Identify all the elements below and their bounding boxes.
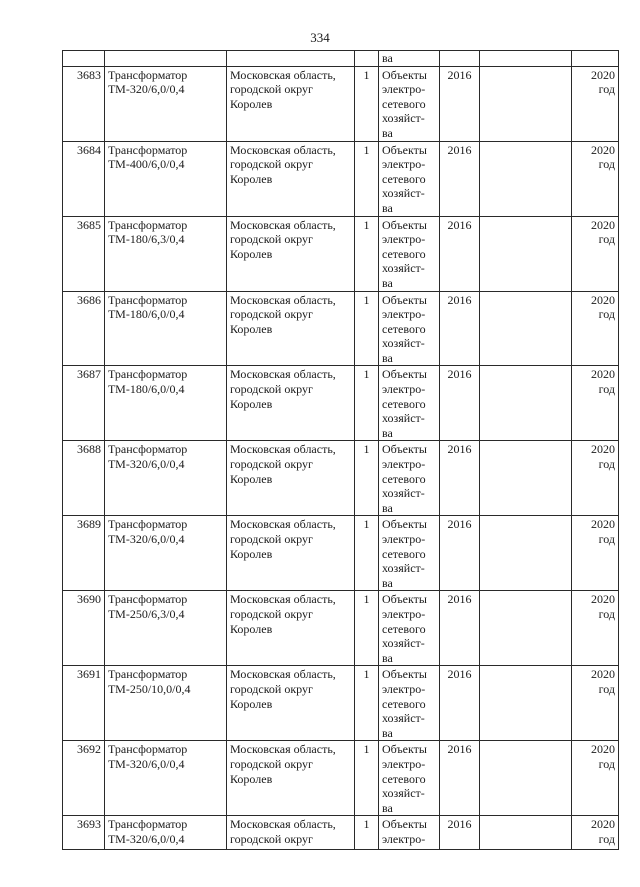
category-cell-line: хозяйст- bbox=[382, 111, 425, 126]
year-cell: 2016 bbox=[440, 66, 480, 141]
location-cell bbox=[227, 441, 355, 516]
category-cell bbox=[379, 216, 440, 291]
location-cell-line: Московская область, bbox=[230, 292, 336, 307]
deadline-cell-line: год bbox=[598, 382, 615, 397]
deadline-cell-line: 2020 bbox=[591, 742, 615, 757]
deadline-cell-line: 2020 bbox=[591, 592, 615, 607]
equipment-name-cell-line: Трансформатор bbox=[108, 742, 188, 757]
category-cell-line: ва bbox=[382, 725, 393, 740]
category-cell bbox=[379, 516, 440, 591]
location-cell-line: Московская область, bbox=[230, 817, 336, 832]
deadline-cell-line: 2020 bbox=[591, 217, 615, 232]
location-cell bbox=[227, 291, 355, 366]
category-cell-line: ва bbox=[382, 200, 393, 215]
location-cell bbox=[227, 516, 355, 591]
location-cell-line: городской округ bbox=[230, 532, 313, 546]
deadline-cell-line: год bbox=[598, 681, 615, 696]
category-cell-line: электро- bbox=[382, 382, 426, 397]
extra-cell bbox=[480, 666, 572, 741]
extra-cell bbox=[480, 591, 572, 666]
category-cell-line: Объекты bbox=[382, 142, 427, 157]
row-number-cell: 3687 bbox=[63, 366, 105, 441]
location-cell-line: Королев bbox=[230, 96, 273, 111]
year-cell: 2016 bbox=[440, 516, 480, 591]
category-cell-line: электро- bbox=[382, 606, 426, 621]
category-cell-line: электро- bbox=[382, 756, 426, 771]
category-cell bbox=[379, 591, 440, 666]
location-cell-line: Московская область, bbox=[230, 742, 336, 757]
equipment-name-cell-line: ТМ-180/6,0/0,4 bbox=[108, 307, 185, 322]
category-cell-line: сетевого bbox=[382, 396, 426, 411]
table-row bbox=[63, 216, 619, 291]
category-cell-line: электро- bbox=[382, 457, 426, 472]
category-cell-line: хозяйст- bbox=[382, 561, 425, 576]
category-cell-line: ва bbox=[382, 575, 393, 590]
row-number-cell: 3686 bbox=[63, 291, 105, 366]
quantity-cell: 1 bbox=[355, 366, 379, 441]
extra-cell bbox=[480, 816, 572, 850]
quantity-cell: 1 bbox=[355, 516, 379, 591]
deadline-cell-line: год bbox=[598, 457, 615, 472]
equipment-name-cell-line: ТМ-320/6,0/0,4 bbox=[108, 82, 185, 97]
location-cell-line: Московская область, bbox=[230, 67, 336, 82]
category-cell-line: электро- bbox=[382, 82, 426, 97]
year-cell: 2016 bbox=[440, 741, 480, 816]
row-number-cell: 3688 bbox=[63, 441, 105, 516]
equipment-name-cell-line: Трансформатор bbox=[108, 517, 188, 532]
category-cell-line: хозяйст- bbox=[382, 336, 425, 351]
table-row bbox=[63, 516, 619, 591]
table-row bbox=[63, 816, 619, 850]
category-cell-line: электро- bbox=[382, 831, 426, 846]
deadline-cell-line: год bbox=[598, 606, 615, 621]
category-cell-line: сетевого bbox=[382, 546, 426, 561]
row-number-cell: 3689 bbox=[63, 516, 105, 591]
location-cell-line: Королев bbox=[230, 471, 273, 486]
category-cell-line: хозяйст- bbox=[382, 786, 425, 801]
table-body bbox=[63, 51, 619, 850]
category-cell-line: сетевого bbox=[382, 696, 426, 711]
equipment-name-cell-line: ТМ-250/10,0/0,4 bbox=[108, 681, 191, 696]
year-cell: 2016 bbox=[440, 816, 480, 850]
row-number-cell: 3692 bbox=[63, 741, 105, 816]
category-cell-line: сетевого bbox=[382, 171, 426, 186]
deadline-cell-line: год bbox=[598, 157, 615, 172]
equipment-name-cell-line: Трансформатор bbox=[108, 292, 188, 307]
deadline-cell bbox=[572, 666, 619, 741]
category-cell-line: ва bbox=[382, 650, 393, 665]
category-cell bbox=[379, 441, 440, 516]
extra-cell bbox=[480, 366, 572, 441]
deadline-cell-line: 2020 bbox=[591, 817, 615, 832]
deadline-cell-line: 2020 bbox=[591, 517, 615, 532]
location-cell-line: Королев bbox=[230, 321, 273, 336]
location-cell-line: городской округ bbox=[230, 382, 313, 397]
location-cell-line: городской округ bbox=[230, 681, 313, 696]
deadline-cell bbox=[572, 516, 619, 591]
category-cell-line: электро- bbox=[382, 232, 426, 247]
location-cell-line: Московская область, bbox=[230, 592, 336, 607]
deadline-cell bbox=[572, 66, 619, 141]
category-cell-line: хозяйст- bbox=[382, 711, 425, 726]
deadline-cell bbox=[572, 291, 619, 366]
location-cell-line: Королев bbox=[230, 771, 273, 786]
deadline-cell bbox=[572, 741, 619, 816]
category-cell-line: Объекты bbox=[382, 67, 427, 82]
continued-category-cell: ва bbox=[379, 51, 440, 67]
category-cell bbox=[379, 741, 440, 816]
year-cell: 2016 bbox=[440, 291, 480, 366]
location-cell-line: Королев bbox=[230, 696, 273, 711]
quantity-cell: 1 bbox=[355, 291, 379, 366]
equipment-name-cell-line: ТМ-180/6,3/0,4 bbox=[108, 232, 185, 247]
year-cell: 2016 bbox=[440, 216, 480, 291]
location-cell-line: городской округ bbox=[230, 756, 313, 771]
year-cell: 2016 bbox=[440, 366, 480, 441]
category-cell-line: хозяйст- bbox=[382, 186, 425, 201]
deadline-cell-line: год bbox=[598, 82, 615, 97]
quantity-cell: 1 bbox=[355, 591, 379, 666]
equipment-name-cell-line: ТМ-320/6,0/0,4 bbox=[108, 756, 185, 771]
category-cell bbox=[379, 366, 440, 441]
equipment-name-cell-line: Трансформатор bbox=[108, 592, 188, 607]
quantity-cell: 1 bbox=[355, 816, 379, 850]
location-cell-line: Королев bbox=[230, 171, 273, 186]
category-cell-line: Объекты bbox=[382, 217, 427, 232]
category-cell-line: Объекты bbox=[382, 817, 427, 832]
location-cell-line: Королев bbox=[230, 246, 273, 261]
row-number-cell: 3690 bbox=[63, 591, 105, 666]
table-row bbox=[63, 66, 619, 141]
equipment-name-cell-line: ТМ-180/6,0/0,4 bbox=[108, 382, 185, 397]
table-row bbox=[63, 666, 619, 741]
category-cell-line: хозяйст- bbox=[382, 486, 425, 501]
location-cell-line: Московская область, bbox=[230, 442, 336, 457]
table-row bbox=[63, 741, 619, 816]
row-number-cell: 3684 bbox=[63, 141, 105, 216]
deadline-cell bbox=[572, 816, 619, 850]
continued-row bbox=[63, 51, 619, 67]
equipment-name-cell bbox=[105, 141, 227, 216]
category-cell-line: хозяйст- bbox=[382, 261, 425, 276]
category-cell-line: сетевого bbox=[382, 321, 426, 336]
deadline-cell-line: 2020 bbox=[591, 142, 615, 157]
category-cell-line: Объекты bbox=[382, 592, 427, 607]
category-cell-line: ва bbox=[382, 800, 393, 815]
location-cell-line: Московская область, bbox=[230, 217, 336, 232]
deadline-cell-line: год bbox=[598, 232, 615, 247]
equipment-name-cell bbox=[105, 516, 227, 591]
equipment-name-cell-line: ТМ-320/6,0/0,4 bbox=[108, 457, 185, 472]
equipment-name-cell-line: Трансформатор bbox=[108, 67, 188, 82]
extra-cell bbox=[480, 141, 572, 216]
equipment-name-cell bbox=[105, 216, 227, 291]
deadline-cell bbox=[572, 366, 619, 441]
category-cell-line: Объекты bbox=[382, 667, 427, 682]
equipment-name-cell bbox=[105, 741, 227, 816]
category-cell-line: Объекты bbox=[382, 367, 427, 382]
category-cell-line: сетевого bbox=[382, 621, 426, 636]
registry-table bbox=[62, 50, 619, 850]
table-row bbox=[63, 366, 619, 441]
quantity-cell: 1 bbox=[355, 66, 379, 141]
category-cell bbox=[379, 666, 440, 741]
category-cell-line: электро- bbox=[382, 532, 426, 546]
equipment-name-cell-line: ТМ-320/6,0/0,4 bbox=[108, 532, 185, 546]
quantity-cell: 1 bbox=[355, 441, 379, 516]
category-cell-line: сетевого bbox=[382, 471, 426, 486]
location-cell bbox=[227, 216, 355, 291]
table-row bbox=[63, 441, 619, 516]
equipment-name-cell-line: Трансформатор bbox=[108, 442, 188, 457]
equipment-name-cell bbox=[105, 366, 227, 441]
location-cell bbox=[227, 741, 355, 816]
location-cell-line: Королев bbox=[230, 621, 273, 636]
page-number: 334 bbox=[310, 30, 330, 45]
row-number-cell: 3685 bbox=[63, 216, 105, 291]
deadline-cell-line: год bbox=[598, 532, 615, 546]
table-row bbox=[63, 141, 619, 216]
deadline-cell-line: 2020 bbox=[591, 367, 615, 382]
year-cell: 2016 bbox=[440, 141, 480, 216]
category-cell bbox=[379, 291, 440, 366]
category-cell-line: Объекты bbox=[382, 517, 427, 532]
category-cell-line: хозяйст- bbox=[382, 636, 425, 651]
deadline-cell bbox=[572, 216, 619, 291]
table-row bbox=[63, 591, 619, 666]
category-cell-line: хозяйст- bbox=[382, 411, 425, 426]
category-cell-line: ва bbox=[382, 275, 393, 290]
row-number-cell: 3693 bbox=[63, 816, 105, 850]
equipment-name-cell bbox=[105, 291, 227, 366]
category-cell-line: электро- bbox=[382, 157, 426, 172]
equipment-name-cell bbox=[105, 66, 227, 141]
category-cell-line: сетевого bbox=[382, 96, 426, 111]
location-cell-line: Московская область, bbox=[230, 517, 336, 532]
category-cell-line: сетевого bbox=[382, 246, 426, 261]
category-cell-line: ва bbox=[382, 125, 393, 140]
location-cell-line: Королев bbox=[230, 546, 273, 561]
category-cell-line: электро- bbox=[382, 681, 426, 696]
location-cell-line: городской округ bbox=[230, 82, 313, 97]
equipment-name-cell bbox=[105, 441, 227, 516]
location-cell bbox=[227, 591, 355, 666]
category-cell-line: Объекты bbox=[382, 742, 427, 757]
category-cell-line: Объекты bbox=[382, 442, 427, 457]
category-cell-line: Объекты bbox=[382, 292, 427, 307]
location-cell bbox=[227, 816, 355, 850]
equipment-name-cell-line: ТМ-320/6,0/0,4 bbox=[108, 831, 185, 846]
extra-cell bbox=[480, 741, 572, 816]
category-cell-line: ва bbox=[382, 350, 393, 365]
equipment-name-cell-line: Трансформатор bbox=[108, 217, 188, 232]
equipment-name-cell-line: Трансформатор bbox=[108, 142, 188, 157]
equipment-name-cell bbox=[105, 666, 227, 741]
location-cell-line: городской округ bbox=[230, 157, 313, 172]
row-number-cell: 3683 bbox=[63, 66, 105, 141]
deadline-cell-line: 2020 bbox=[591, 442, 615, 457]
location-cell-line: Королев bbox=[230, 396, 273, 411]
extra-cell bbox=[480, 66, 572, 141]
location-cell-line: Московская область, bbox=[230, 142, 336, 157]
quantity-cell: 1 bbox=[355, 216, 379, 291]
year-cell: 2016 bbox=[440, 666, 480, 741]
equipment-name-cell bbox=[105, 591, 227, 666]
quantity-cell: 1 bbox=[355, 141, 379, 216]
quantity-cell: 1 bbox=[355, 666, 379, 741]
extra-cell bbox=[480, 516, 572, 591]
extra-cell bbox=[480, 216, 572, 291]
deadline-cell bbox=[572, 141, 619, 216]
category-cell-line: ва bbox=[382, 500, 393, 515]
location-cell-line: городской округ bbox=[230, 831, 313, 846]
location-cell-line: Московская область, bbox=[230, 367, 336, 382]
category-cell-line: ва bbox=[382, 425, 393, 440]
equipment-name-cell-line: Трансформатор bbox=[108, 667, 188, 682]
extra-cell bbox=[480, 441, 572, 516]
extra-cell bbox=[480, 291, 572, 366]
deadline-cell bbox=[572, 441, 619, 516]
location-cell bbox=[227, 66, 355, 141]
category-cell bbox=[379, 66, 440, 141]
deadline-cell-line: год bbox=[598, 831, 615, 846]
year-cell: 2016 bbox=[440, 441, 480, 516]
deadline-cell-line: год bbox=[598, 307, 615, 322]
deadline-cell-line: 2020 bbox=[591, 667, 615, 682]
table-row bbox=[63, 291, 619, 366]
location-cell bbox=[227, 666, 355, 741]
quantity-cell: 1 bbox=[355, 741, 379, 816]
equipment-name-cell-line: Трансформатор bbox=[108, 817, 188, 832]
location-cell-line: городской округ bbox=[230, 307, 313, 322]
category-cell-line: сетевого bbox=[382, 771, 426, 786]
category-cell bbox=[379, 141, 440, 216]
location-cell-line: Московская область, bbox=[230, 667, 336, 682]
location-cell bbox=[227, 141, 355, 216]
equipment-name-cell-line: Трансформатор bbox=[108, 367, 188, 382]
equipment-name-cell-line: ТМ-250/6,3/0,4 bbox=[108, 606, 185, 621]
deadline-cell-line: год bbox=[598, 756, 615, 771]
equipment-name-cell-line: ТМ-400/6,0/0,4 bbox=[108, 157, 185, 172]
location-cell-line: городской округ bbox=[230, 232, 313, 247]
equipment-name-cell bbox=[105, 816, 227, 850]
location-cell-line: городской округ bbox=[230, 606, 313, 621]
location-cell bbox=[227, 366, 355, 441]
deadline-cell-line: 2020 bbox=[591, 292, 615, 307]
deadline-cell-line: 2020 bbox=[591, 67, 615, 82]
row-number-cell: 3691 bbox=[63, 666, 105, 741]
category-cell bbox=[379, 816, 440, 850]
deadline-cell bbox=[572, 591, 619, 666]
category-cell-line: электро- bbox=[382, 307, 426, 322]
year-cell: 2016 bbox=[440, 591, 480, 666]
location-cell-line: городской округ bbox=[230, 457, 313, 472]
